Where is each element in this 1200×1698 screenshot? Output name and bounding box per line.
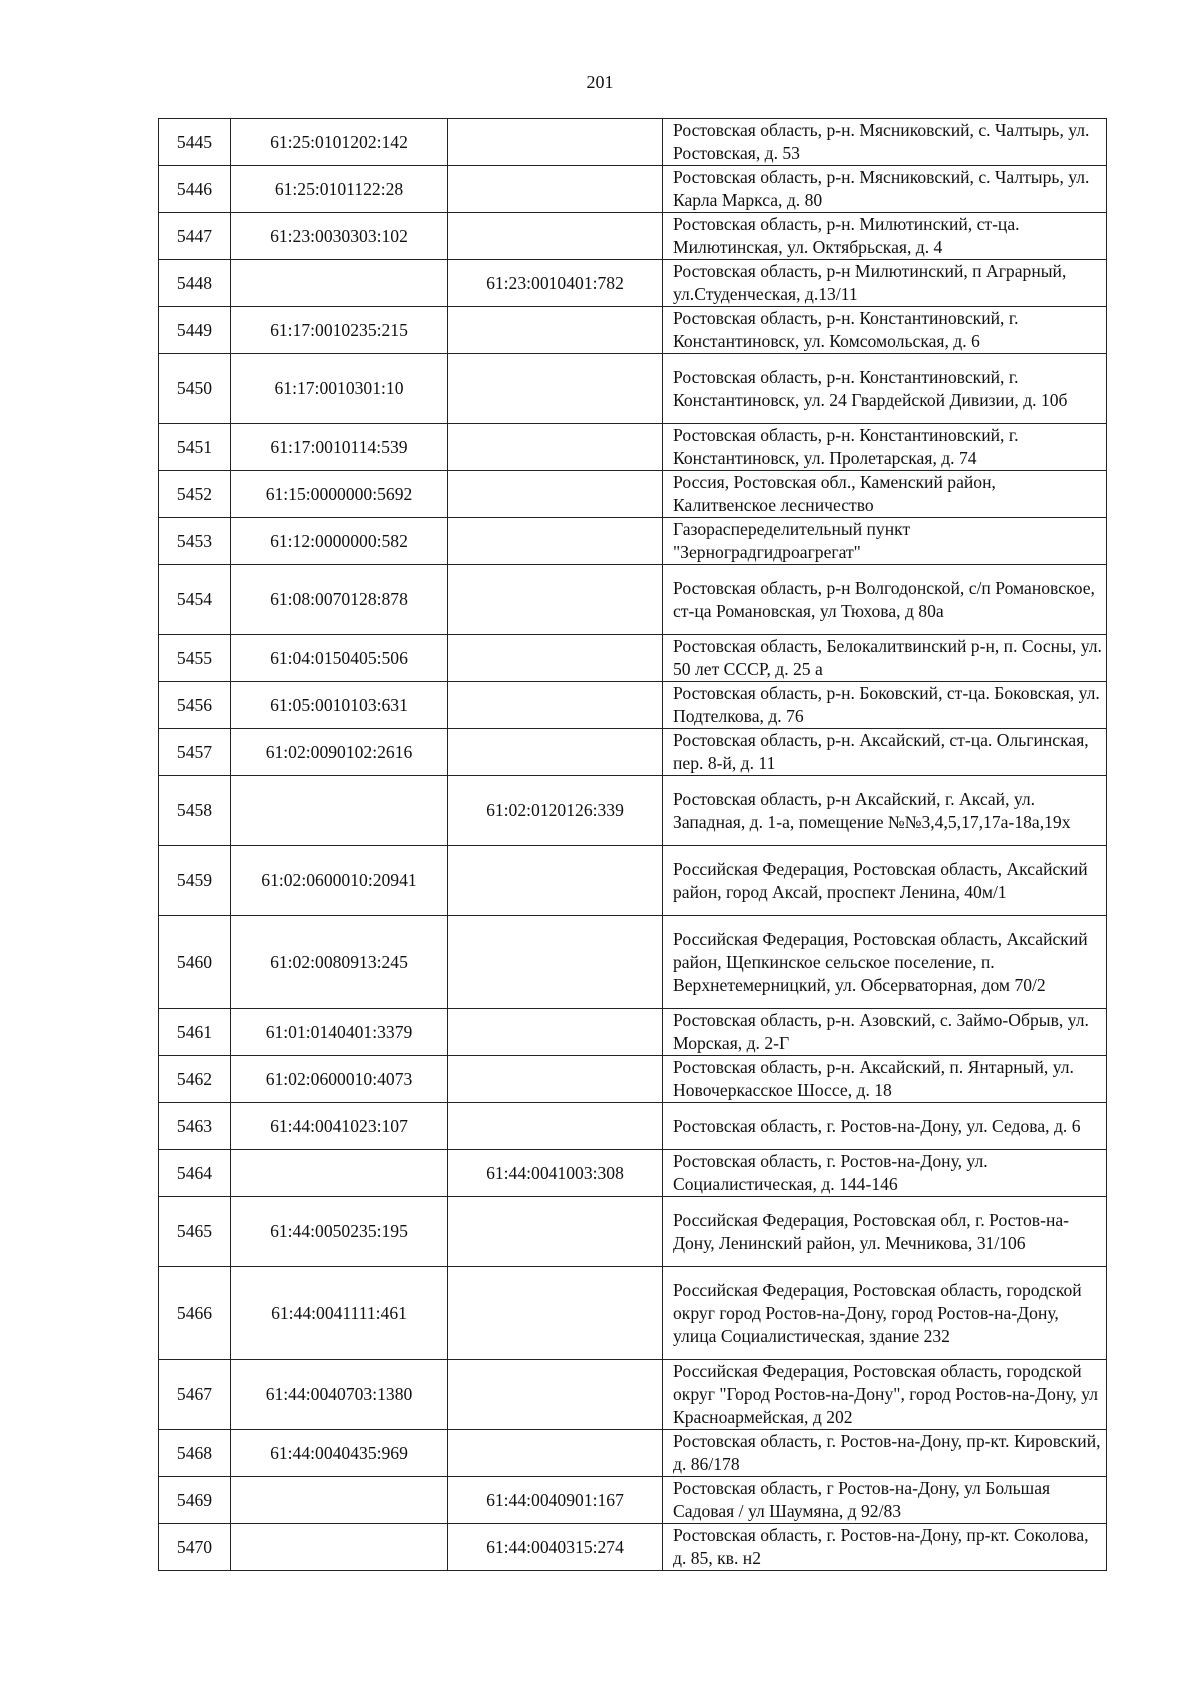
table-row [159,307,1107,354]
related-cadastral-number-cell [448,729,663,776]
cadastral-number-cell [231,1150,448,1197]
cadastral-number-cell: 61:12:0000000:582 [231,518,448,565]
table-row [159,1360,1107,1430]
cadastral-number-cell: 61:08:0070128:878 [231,565,448,635]
address-cell: Ростовская область, р-н Волгодонской, с/п Романовское, ст-ца Романовская, ул Тюхова, д 80а [663,565,1107,635]
related-cadastral-number-cell [448,1430,663,1477]
cadastral-number-cell: 61:44:0041111:461 [231,1267,448,1360]
address-cell: Ростовская область, р-н. Константиновский, г. Константиновск, ул. Комсомольская, д. 6 [663,307,1107,354]
address-cell: Ростовская область, р-н. Боковский, ст-ца. Боковская, ул. Подтелкова, д. 76 [663,682,1107,729]
table-row [159,1430,1107,1477]
cadastral-number-cell: 61:23:0030303:102 [231,213,448,260]
cadastral-number-cell: 61:44:0040435:969 [231,1430,448,1477]
address-cell: Российская Федерация, Ростовская обл, г. Ростов-на-Дону, Ленинский район, ул. Мечникова, 31/106 [663,1197,1107,1267]
related-cadastral-number-cell [448,846,663,916]
row-number-cell: 5445 [159,119,231,166]
address-cell: Ростовская область, г. Ростов-на-Дону, ул. Социалистическая, д. 144-146 [663,1150,1107,1197]
address-cell: Россия, Ростовская обл., Каменский район, Калитвенское лесничество [663,471,1107,518]
cadastral-number-cell: 61:15:0000000:5692 [231,471,448,518]
related-cadastral-number-cell [448,1197,663,1267]
cadastral-number-cell: 61:25:0101202:142 [231,119,448,166]
table-row [159,213,1107,260]
row-number-cell: 5461 [159,1009,231,1056]
table-row [159,166,1107,213]
address-cell: Ростовская область, Белокалитвинский р-н, п. Сосны, ул. 50 лет СССР, д. 25 а [663,635,1107,682]
cadastral-number-cell: 61:01:0140401:3379 [231,1009,448,1056]
row-number-cell: 5470 [159,1524,231,1571]
table-row [159,682,1107,729]
row-number-cell: 5458 [159,776,231,846]
address-cell: Российская Федерация, Ростовская область, Аксайский район, город Аксай, проспект Ленина, 40м/1 [663,846,1107,916]
address-cell: Ростовская область, р-н. Константиновский, г. Константиновск, ул. Пролетарская, д. 74 [663,424,1107,471]
row-number-cell: 5463 [159,1103,231,1150]
property-table [158,118,1107,1571]
table-row [159,518,1107,565]
address-cell: Ростовская область, р-н Аксайский, г. Аксай, ул. Западная, д. 1-а, помещение №№3,4,5,17,17а-18а,19х [663,776,1107,846]
table-row [159,119,1107,166]
row-number-cell: 5457 [159,729,231,776]
cadastral-number-cell: 61:44:0041023:107 [231,1103,448,1150]
address-cell: Ростовская область, р-н. Аксайский, ст-ца. Ольгинская, пер. 8-й, д. 11 [663,729,1107,776]
related-cadastral-number-cell: 61:44:0040315:274 [448,1524,663,1571]
address-cell: Ростовская область, г. Ростов-на-Дону, ул. Седова, д. 6 [663,1103,1107,1150]
related-cadastral-number-cell [448,354,663,424]
related-cadastral-number-cell [448,166,663,213]
table-row [159,1197,1107,1267]
related-cadastral-number-cell [448,1360,663,1430]
address-cell: Ростовская область, р-н. Аксайский, п. Янтарный, ул. Новочеркасское Шоссе, д. 18 [663,1056,1107,1103]
row-number-cell: 5464 [159,1150,231,1197]
related-cadastral-number-cell [448,307,663,354]
cadastral-number-cell: 61:17:0010301:10 [231,354,448,424]
row-number-cell: 5449 [159,307,231,354]
address-cell: Ростовская область, р-н. Константиновский, г. Константиновск, ул. 24 Гвардейской Дивизии, д. 10б [663,354,1107,424]
cadastral-number-cell: 61:02:0090102:2616 [231,729,448,776]
row-number-cell: 5454 [159,565,231,635]
related-cadastral-number-cell [448,213,663,260]
row-number-cell: 5465 [159,1197,231,1267]
address-cell: Ростовская область, г. Ростов-на-Дону, пр-кт. Соколова, д. 85, кв. н2 [663,1524,1107,1571]
related-cadastral-number-cell [448,1267,663,1360]
row-number-cell: 5469 [159,1477,231,1524]
row-number-cell: 5452 [159,471,231,518]
table-row [159,1477,1107,1524]
cadastral-number-cell [231,1524,448,1571]
table-row [159,1267,1107,1360]
related-cadastral-number-cell [448,682,663,729]
address-cell: Ростовская область, р-н. Милютинский, ст-ца. Милютинская, ул. Октябрьская, д. 4 [663,213,1107,260]
cadastral-number-cell: 61:44:0050235:195 [231,1197,448,1267]
address-cell: Ростовская область, г. Ростов-на-Дону, пр-кт. Кировский, д. 86/178 [663,1430,1107,1477]
address-cell: Ростовская область, г Ростов-на-Дону, ул Большая Садовая / ул Шаумяна, д 92/83 [663,1477,1107,1524]
table-row [159,635,1107,682]
related-cadastral-number-cell: 61:02:0120126:339 [448,776,663,846]
row-number-cell: 5453 [159,518,231,565]
cadastral-number-cell: 61:17:0010235:215 [231,307,448,354]
table-row [159,1103,1107,1150]
row-number-cell: 5446 [159,166,231,213]
cadastral-number-cell: 61:04:0150405:506 [231,635,448,682]
row-number-cell: 5455 [159,635,231,682]
table-row [159,1009,1107,1056]
row-number-cell: 5466 [159,1267,231,1360]
table-row [159,729,1107,776]
related-cadastral-number-cell [448,635,663,682]
row-number-cell: 5450 [159,354,231,424]
address-cell: Газораспеределительный пункт "Зерноградгидроагрегат" [663,518,1107,565]
table-row [159,424,1107,471]
page-number: 201 [586,72,614,92]
cadastral-number-cell: 61:05:0010103:631 [231,682,448,729]
table-row [159,565,1107,635]
cadastral-number-cell: 61:02:0080913:245 [231,916,448,1009]
address-cell: Российская Федерация, Ростовская область, городской округ "Город Ростов-на-Дону", город Ростов-на-Дону, ул Красноармейская, д 202 [663,1360,1107,1430]
cadastral-number-cell [231,260,448,307]
related-cadastral-number-cell [448,424,663,471]
table-row [159,354,1107,424]
row-number-cell: 5448 [159,260,231,307]
related-cadastral-number-cell [448,518,663,565]
table-row [159,471,1107,518]
cadastral-number-cell: 61:25:0101122:28 [231,166,448,213]
address-cell: Ростовская область, р-н. Мясниковский, с. Чалтырь, ул. Карла Маркса, д. 80 [663,166,1107,213]
table-row [159,846,1107,916]
related-cadastral-number-cell: 61:44:0040901:167 [448,1477,663,1524]
cadastral-number-cell [231,1477,448,1524]
row-number-cell: 5468 [159,1430,231,1477]
row-number-cell: 5447 [159,213,231,260]
row-number-cell: 5456 [159,682,231,729]
cadastral-number-cell: 61:44:0040703:1380 [231,1360,448,1430]
address-cell: Ростовская область, р-н. Мясниковский, с. Чалтырь, ул. Ростовская, д. 53 [663,119,1107,166]
related-cadastral-number-cell: 61:44:0041003:308 [448,1150,663,1197]
address-cell: Ростовская область, р-н. Азовский, с. Займо-Обрыв, ул. Морская, д. 2-Г [663,1009,1107,1056]
address-cell: Ростовская область, р-н Милютинский, п Аграрный, ул.Студенческая, д.13/11 [663,260,1107,307]
table-row [159,1056,1107,1103]
row-number-cell: 5451 [159,424,231,471]
row-number-cell: 5462 [159,1056,231,1103]
table-body [159,119,1107,1571]
table-row [159,776,1107,846]
related-cadastral-number-cell [448,1103,663,1150]
cadastral-number-cell: 61:02:0600010:4073 [231,1056,448,1103]
cadastral-number-cell: 61:17:0010114:539 [231,424,448,471]
table-row [159,1524,1107,1571]
cadastral-number-cell: 61:02:0600010:20941 [231,846,448,916]
related-cadastral-number-cell [448,1009,663,1056]
cadastral-number-cell [231,776,448,846]
related-cadastral-number-cell: 61:23:0010401:782 [448,260,663,307]
related-cadastral-number-cell [448,119,663,166]
table-row [159,916,1107,1009]
row-number-cell: 5459 [159,846,231,916]
related-cadastral-number-cell [448,565,663,635]
related-cadastral-number-cell [448,1056,663,1103]
address-cell: Российская Федерация, Ростовская область, Аксайский район, Щепкинское сельское поселение, п. Верхнетемерницкий, ул. Обсерваторная, дом 70/2 [663,916,1107,1009]
row-number-cell: 5460 [159,916,231,1009]
table-row [159,1150,1107,1197]
related-cadastral-number-cell [448,916,663,1009]
table-row [159,260,1107,307]
row-number-cell: 5467 [159,1360,231,1430]
address-cell: Российская Федерация, Ростовская область, городской округ город Ростов-на-Дону, город Ростов-на-Дону, улица Социалистическая, здание 232 [663,1267,1107,1360]
related-cadastral-number-cell [448,471,663,518]
